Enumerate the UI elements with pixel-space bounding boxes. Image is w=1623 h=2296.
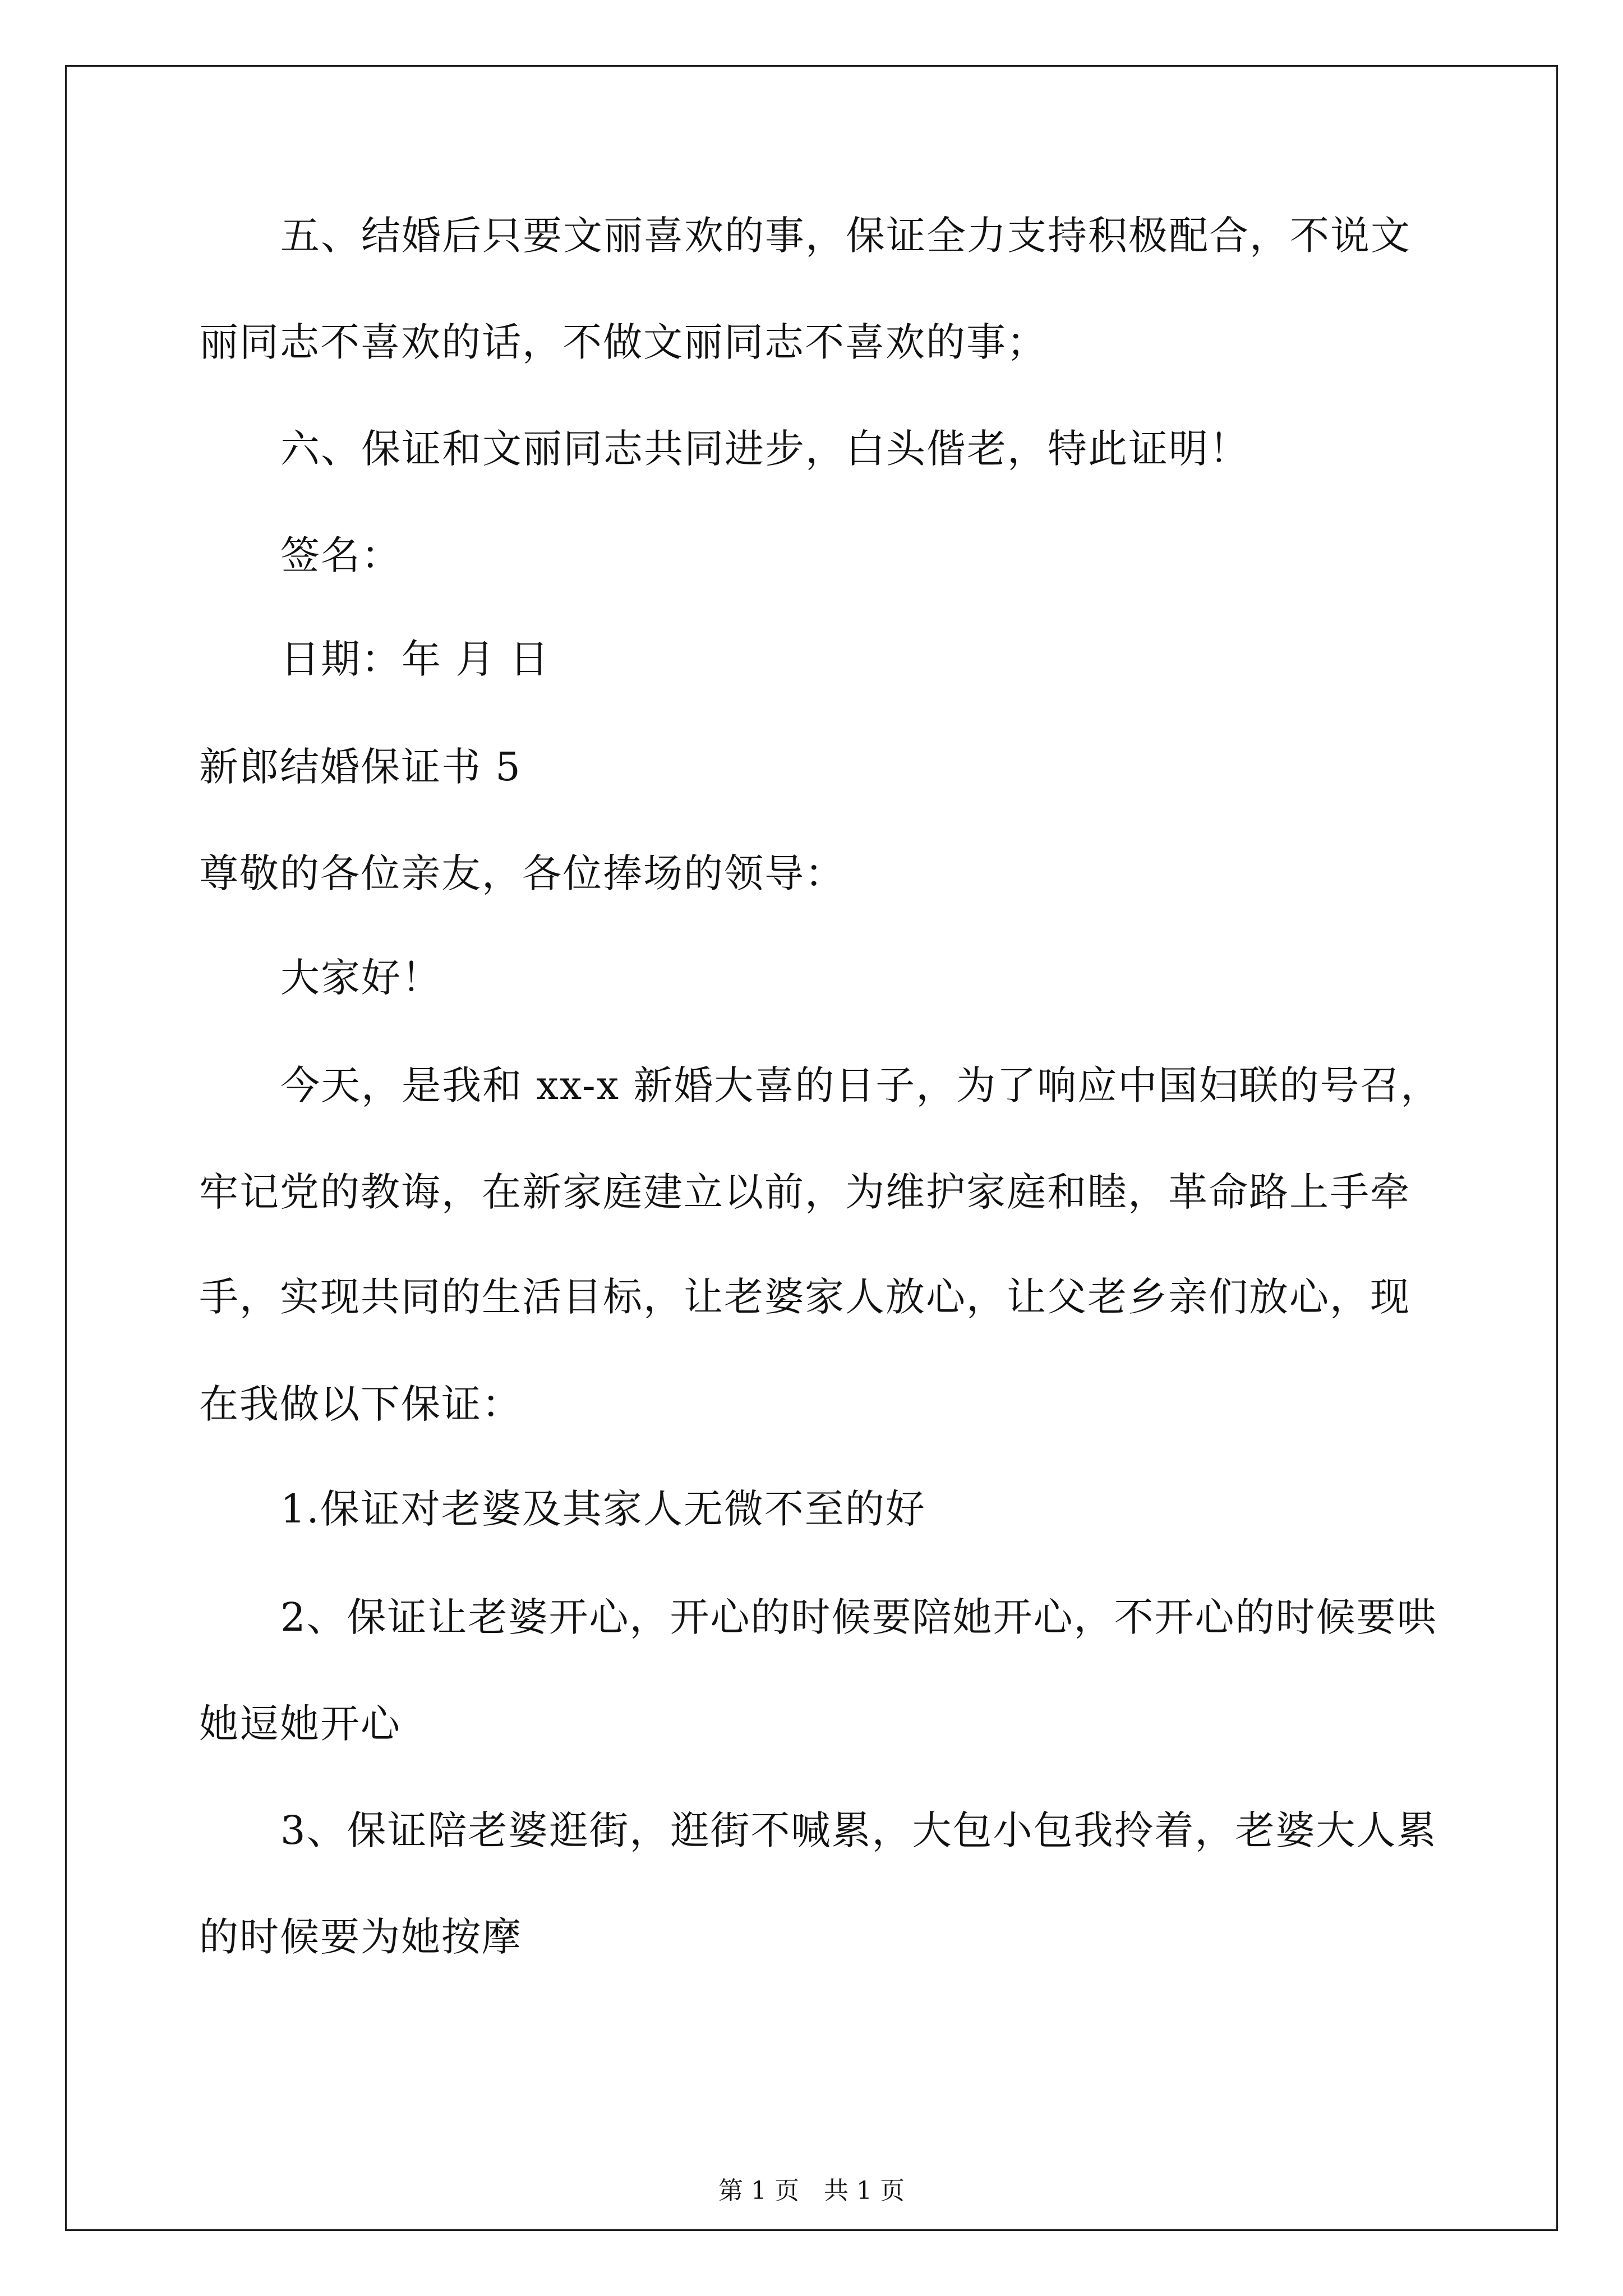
signature-label: 签名：: [280, 532, 402, 578]
page-footer: [0, 2175, 1623, 2207]
page-border: [65, 65, 1558, 2231]
paragraph-line: 丽同志不喜欢的话，不做文丽同志不喜欢的事；: [199, 319, 1047, 365]
paragraph-line: 在我做以下保证：: [199, 1381, 522, 1427]
paragraph-line: 六、保证和文丽同志共同进步，白头偕老，特此证明！: [280, 426, 1249, 472]
list-item: 2、保证让老婆开心，开心的时候要陪她开心，不开心的时候要哄: [280, 1594, 1437, 1640]
paragraph-line: 五、结婚后只要文丽喜欢的事，保证全力支持积极配合，不说文: [280, 213, 1411, 259]
list-item: 1.保证对老婆及其家人无微不至的好: [280, 1486, 926, 1532]
date-label: 日期：年 月 日: [280, 636, 550, 682]
section-title: 新郎结婚保证书 5: [199, 744, 522, 790]
page-number: 第 1 页: [718, 2177, 799, 2205]
page-total: 共 1 页: [824, 2177, 905, 2205]
paragraph-line: 今天，是我和 xx-x 新婚大喜的日子，为了响应中国妇联的号召，: [280, 1062, 1441, 1108]
paragraph-line: 手，实现共同的生活目标，让老婆家人放心，让父老乡亲们放心，现: [199, 1274, 1410, 1320]
list-item: 3、保证陪老婆逛街，逛街不喊累，大包小包我拎着，老婆大人累: [280, 1807, 1437, 1853]
greeting: 大家好！: [280, 955, 442, 1001]
list-item-continuation: 她逗她开心: [199, 1701, 401, 1747]
list-item-continuation: 的时候要为她按摩: [199, 1914, 522, 1960]
salutation: 尊敬的各位亲友，各位捧场的领导：: [199, 850, 845, 896]
paragraph-line: 牢记党的教诲，在新家庭建立以前，为维护家庭和睦，革命路上手牵: [199, 1169, 1410, 1215]
